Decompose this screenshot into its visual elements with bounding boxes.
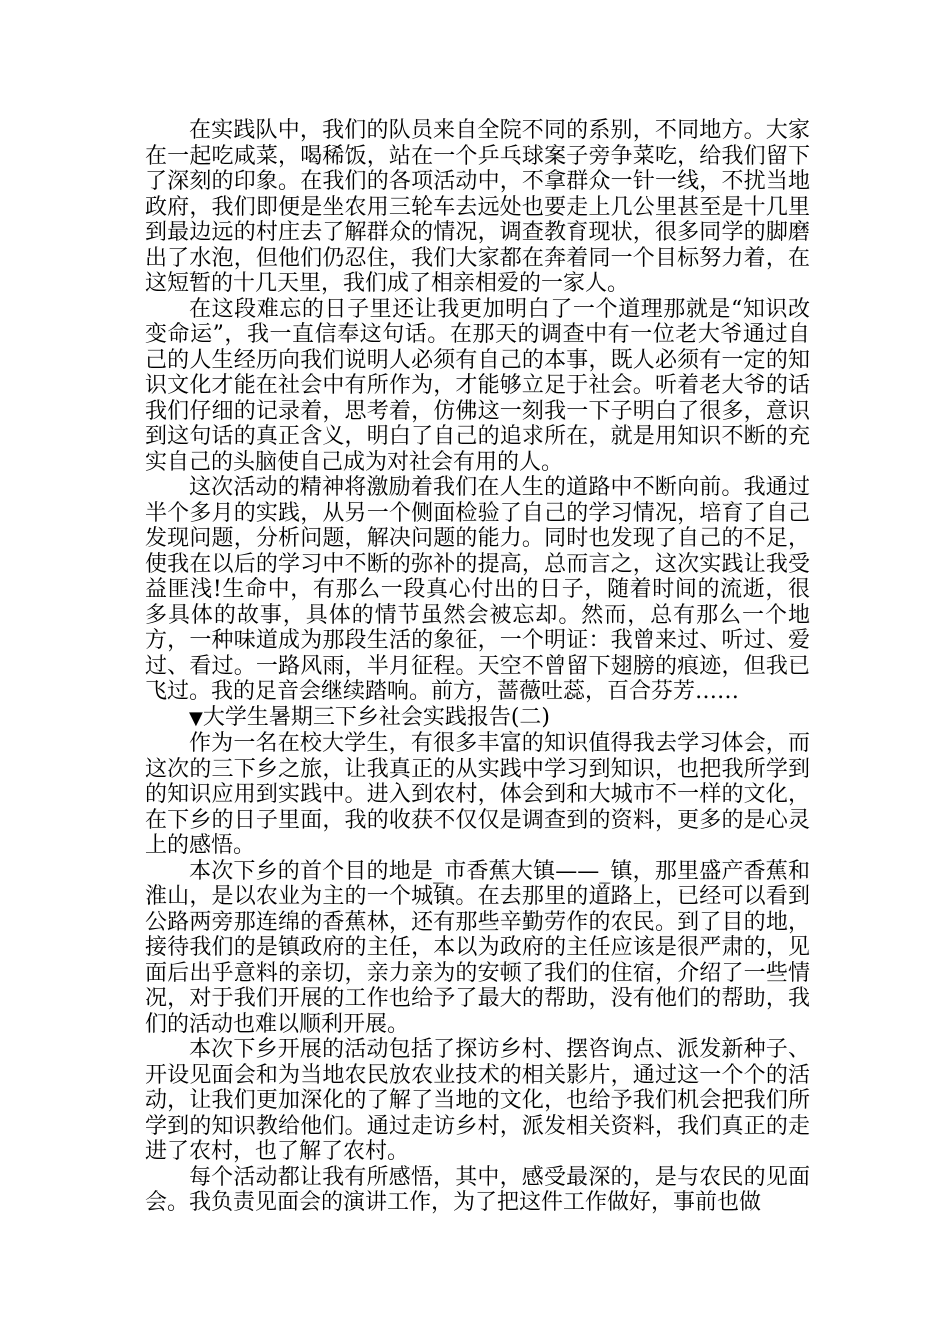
paragraph: 作为一名在校大学生，有很多丰富的知识值得我去学习体会，而这次的三下乡之旅，让我真正的从实践中学习到知识，也把我所学到的知识应用到实践中。进入到农村，体会到和大城市不一样的文化，在下乡的日子里面，我的收获不仅仅是调查到的资料，更多的是心灵上的感悟。 [145,731,810,858]
paragraph: 这次活动的精神将激励着我们在人生的道路中不断向前。我通过半个多月的实践，从另一个侧面检验了自己的学习情况，培育了自己发现问题，分析问题，解决问题的能力。同时也发现了自己的不足，使我在以后的学习中不断的弥补的提高，总而言之，这次实践让我受益匪浅!生命中，有那么一段真心付出的日子，随着时间的流逝，很多具体的故事，具体的情节虽然会被忘却。然而，总有那么一个地方，一种味道成为那段生活的象征，一个明证：我曾来过、听过、爱过、看过。一路风雨，半月征程。天空不曾留下翅膀的痕迹，但我已飞过。我的足音会继续踏响。前方，蔷薇吐蕊，百合芬芳…… [145,475,810,704]
paragraph: 本次下乡开展的活动包括了探访乡村、摆咨询点、派发新种子、开设见面会和为当地农民放农业技术的相关影片，通过这一个个的活动，让我们更加深化的了解了当地的文化，也给予我们机会把我们所学到的知识教给他们。通过走访乡村，派发相关资料，我们真正的走进了农村，也了解了农村。 [145,1037,810,1164]
section-heading-text: 大学生暑期三下乡社会实践报告(二) [202,704,551,730]
paragraph: 本次下乡的首个目的地是_市香蕉大镇——_镇，那里盛产香蕉和淮山，是以农业为主的一个城镇。在去那里的道路上，已经可以看到公路两旁那连绵的香蕉林，还有那些辛勤劳作的农民。到了目的地，接待我们的是镇政府的主任，本以为政府的主任应该是很严肃的，见面后出乎意料的亲切，亲力亲为的安顿了我们的住宿，介绍了一些情况，对于我们开展的工作也给予了最大的帮助，没有他们的帮助，我们的活动也难以顺利开展。 [145,858,810,1037]
paragraph: 每个活动都让我有所感悟，其中，感受最深的，是与农民的见面会。我负责见面会的演讲工作，为了把这件工作做好，事前也做 [145,1164,810,1215]
document-page [145,118,810,1216]
paragraph: 在实践队中，我们的队员来自全院不同的系别，不同地方。大家在一起吃咸菜，喝稀饭，站在一个乒乓球案子旁争菜吃，给我们留下了深刻的印象。在我们的各项活动中，不拿群众一针一线，不扰当地政府，我们即便是坐农用三轮车去远处也要走上几公里甚至是十几里到最边远的村庄去了解群众的情况，调查教育现状，很多同学的脚磨出了水泡，但他们仍忍住，我们大家都在奔着同一个目标努力着，在这短暂的十几天里，我们成了相亲相爱的一家人。 [145,118,810,296]
triangle-down-icon: ▼ [189,707,203,729]
paragraph: 在这段难忘的日子里还让我更加明白了一个道理那就是“知识改变命运”，我一直信奉这句话。在那天的调查中有一位老大爷通过自己的人生经历向我们说明人必须有自己的本事，既人必须有一定的知识文化才能在社会中有所作为，才能够立足于社会。听着老大爷的话我们仔细的记录着，思考着，仿佛这一刻我一下子明白了很多，意识到这句话的真正含义，明白了自己的追求所在，就是用知识不断的充实自己的头脑使自己成为对社会有用的人。 [145,296,810,475]
section-heading [145,705,810,732]
